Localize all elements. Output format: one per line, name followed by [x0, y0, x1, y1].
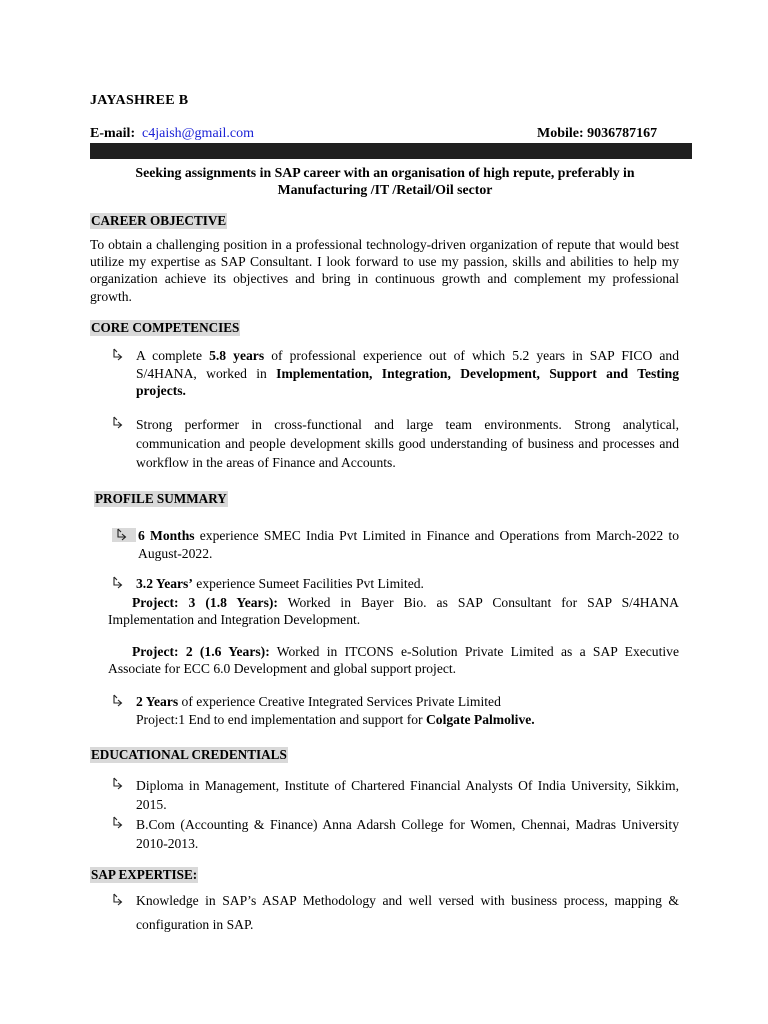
- arrow-bullet-icon: [112, 576, 126, 590]
- arrow-bullet-icon: [112, 694, 126, 708]
- education-heading: EDUCATIONAL CREDENTIALS: [91, 747, 287, 762]
- core-competencies-heading: CORE COMPETENCIES: [91, 320, 240, 335]
- education-1-text: Diploma in Management, Institute of Chartered Financial Analysts Of India University, Sikkim, 2015.: [136, 778, 679, 812]
- sap-expertise-heading: SAP EXPERTISE:: [91, 867, 198, 882]
- email-link[interactable]: c4jaish@gmail.com: [142, 126, 255, 141]
- candidate-name: JAYASHREE B: [90, 93, 189, 108]
- competency-1-text: A complete 5.8 years of professional experience out of which 5.2 years in SAP FICO and S/4HANA, worked in Implementation, Integration, Development, Support and Testing projects.: [136, 348, 680, 399]
- seeking-statement: [90, 164, 680, 198]
- project-2-text: Project: 2 (1.6 Years): Worked in ITCONS e-Solution Private Limited as a SAP Executive Associate for ECC 6.0 Development and global support project.: [108, 644, 679, 676]
- project-3-text: Project: 3 (1.8 Years): Worked in Bayer Bio. as SAP Consultant for SAP S/4HANA Implementation and Integration Development.: [108, 595, 680, 627]
- mobile-number: Mobile: 9036787167: [537, 126, 658, 141]
- email-label: E-mail:: [90, 126, 136, 141]
- education-2-text: B.Com (Accounting & Finance) Anna Adarsh College for Women, Chennai, Madras University 2010-2013.: [136, 817, 679, 851]
- header-divider-bar: [90, 143, 692, 159]
- competency-2-text: Strong performer in cross-functional and large team environments. Strong analytical, communication and people development skills good understanding of business and processes and workflow in the areas of Finance and Accounts.: [136, 417, 679, 470]
- arrow-bullet-icon: [112, 816, 126, 830]
- arrow-bullet-icon: [112, 893, 126, 907]
- profile-summary-heading: PROFILE SUMMARY: [95, 491, 227, 506]
- profile-1-text: 6 Months experience SMEC India Pvt Limited in Finance and Operations from March-2022 to August-2022.: [138, 528, 679, 561]
- career-objective-heading: CAREER OBJECTIVE: [91, 213, 227, 228]
- contact-row: [90, 126, 690, 144]
- arrow-bullet-icon: [112, 416, 126, 430]
- seeking-line-1: Seeking assignments in SAP career with an organisation of high repute, preferably in: [135, 165, 635, 180]
- arrow-bullet-icon: [112, 528, 136, 542]
- arrow-bullet-icon: [112, 348, 126, 362]
- sap-expertise-1-text: Knowledge in SAP’s ASAP Methodology and well versed with business process, mapping & configuration in SAP.: [136, 893, 679, 932]
- project-1-text: Project:1 End to end implementation and support for Colgate Palmolive.: [136, 712, 535, 727]
- career-objective-text: To obtain a challenging position in a professional technology-driven organization of repute that would best utilize my expertise as SAP Consultant. I look forward to use my passion, skills and abilities to help my organization achieve its objectives and bring in continuous growth and complement my professional growth.: [90, 237, 679, 304]
- arrow-bullet-icon: [112, 777, 126, 791]
- profile-3-text: 2 Years of experience Creative Integrated Services Private Limited: [136, 694, 501, 709]
- profile-2-text: 3.2 Years’ experience Sumeet Facilities Pvt Limited.: [136, 576, 424, 591]
- seeking-line-2: Manufacturing /IT /Retail/Oil sector: [277, 182, 493, 197]
